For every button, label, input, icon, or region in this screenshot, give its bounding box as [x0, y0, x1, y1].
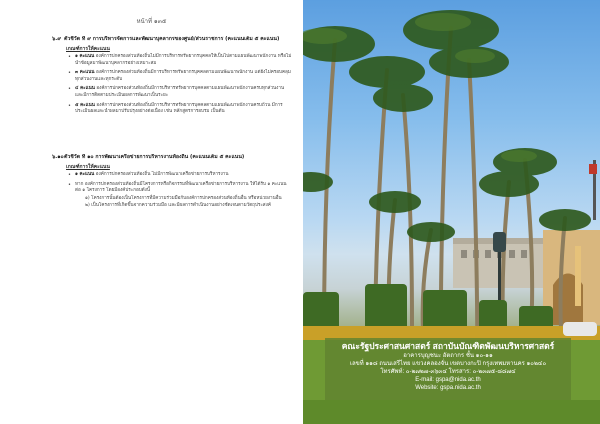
criteria-score: ๕ คะแนน [75, 102, 95, 108]
criteria-label: เกณฑ์การให้คะแนน [66, 46, 110, 52]
section-number: ๖.๙ [52, 36, 62, 42]
criteria-list [66, 172, 292, 210]
section-heading [52, 154, 292, 161]
section-title: ตัวชี้วัด ที่ ๑๐ การพัฒนาเครือข่ายการบริหารงานท้องถิ่น (คะแนนเต็ม ๕ คะแนน) [64, 154, 245, 160]
criteria-item [66, 182, 292, 210]
criteria-score: ๑ คะแนน [75, 172, 95, 177]
criteria-text: องค์การปกครองส่วนท้องถิ่น ไม่มีการพัฒนาเครือข่ายการบริหารงาน [95, 172, 229, 177]
criteria-item [66, 172, 292, 179]
criteria-score: ๓ คะแนน [75, 70, 95, 76]
contact-info-box [325, 338, 571, 400]
address-line: เลขที่ ๑๑๘ ถนนเสรีไทย แขวงคลองจั่น เขตบางกะปิ กรุงเทพมหานคร ๑๐๒๔๐ [349, 361, 547, 367]
criteria-item [66, 70, 292, 83]
sub-list [85, 196, 292, 210]
faculty-title: คณะรัฐประศาสนศาสตร์ สถาบันบัณฑิตพัฒนบริหารศาสตร์ [341, 341, 555, 351]
section-6-10 [52, 154, 292, 213]
phone-line: โทรศัพท์: ๐-๒๗๒๗-๓๖๓๔ โทรสาร: ๐-๒๓๗๕-๘๘๗๔ [380, 369, 516, 375]
criteria-item [66, 86, 292, 99]
building-line: อาคารบุญชนะ อัตถากร ชั้น ๑๐-๑๑ [403, 353, 493, 359]
flag [589, 164, 597, 174]
criteria-text: องค์การปกครองส่วนท้องถิ่นไม่มีการบริหารทรัพยากรบุคคลให้เป็นไปตามแผนพัฒนาพนักงาน หรือไม่นำข้อมูลมาพัฒนาบุคลากรอย่างเหมาะสม [75, 54, 292, 66]
section-heading [52, 36, 292, 43]
website-line: Website: gspa.nida.ac.th [415, 385, 481, 391]
criteria-text: หาก องค์การปกครองส่วนท้องถิ่นมีโครงการหรือกิจกรรมที่พัฒนาเครือข่ายการบริหารงาน ให้ได้รับ ๑ คะแนนต่อ ๑ โครงการ โดยมีองค์ประกอบดังนี้ [75, 181, 287, 194]
criteria-text: องค์การปกครองส่วนท้องถิ่นมีการบริหารทรัพยากรบุคคลตามแผนพัฒนาพนักงานครบทุกส่วนงาน และมีการติดตามประเมินผลการพัฒนาเป็นระยะ [75, 86, 285, 98]
criteria-list [66, 54, 292, 116]
right-page [303, 0, 600, 424]
page-number: หน้าที่ ๑๓๕ [136, 18, 167, 25]
sub-item: ๒) เป็นโครงการที่เกิดขึ้นจากความร่วมมือ และมีผลการดำเนินงานอย่างชัดเจนตามวัตถุประสงค์ [85, 203, 271, 209]
criteria-item [66, 54, 292, 67]
section-number: ๖.๑๐ [52, 154, 64, 160]
lawn-shadow [303, 400, 600, 424]
criteria-text: องค์การปกครองส่วนท้องถิ่นมีการบริหารทรัพยากรบุคคลตามแผนพัฒนาพนักงาน แต่ยังไม่ครอบคลุมทุกส่วนงานและทุกระดับ [75, 70, 291, 82]
section-6-9 [52, 36, 292, 119]
criteria-text: องค์การปกครองส่วนท้องถิ่นมีการบริหารทรัพยากรบุคคลตามแผนพัฒนาพนักงานครบถ้วน มีการประเมินผลและนำผลมาปรับปรุงอย่างต่อเนื่อง เช่น หลักสูตรการอบรม เป็นต้น [75, 102, 283, 115]
sub-item: ๑) โครงการนั้นต้องเป็นโครงการที่มีความร่วมมือกับองค์การปกครองส่วนท้องถิ่นอื่น หรือหน่วยงานอื่น [85, 195, 282, 201]
gate-pillar [575, 246, 581, 306]
lamp-head [493, 232, 506, 252]
parked-car [563, 322, 597, 336]
criteria-item [66, 103, 292, 116]
section-title: ตัวชี้วัด ที่ ๙ การบริหารจัดการและพัฒนาบุคลากรของศูนย์/ส่วนราชการ (คะแนนเต็ม ๕ คะแนน) [64, 36, 280, 42]
criteria-score: ๔ คะแนน [75, 86, 95, 92]
criteria-score: ๑ คะแนน [75, 54, 95, 59]
email-line: E-mail: gspa@nida.ac.th [415, 377, 481, 383]
criteria-label: เกณฑ์การให้คะแนน [66, 164, 110, 170]
